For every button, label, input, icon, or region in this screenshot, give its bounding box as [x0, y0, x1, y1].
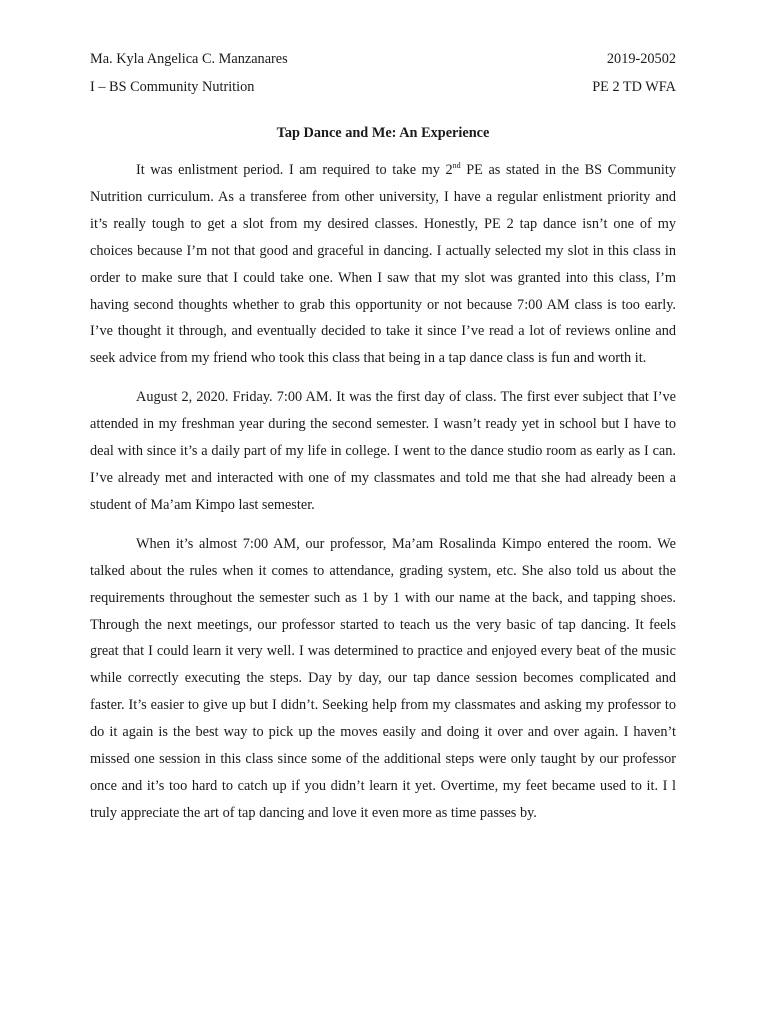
paragraph-2: August 2, 2020. Friday. 7:00 AM. It was the first day of class. The first ever subject that I’ve attended in my freshman year during the second semester. I wasn’t ready yet in school but I have to deal with since it’s a daily part of my life in college. I went to the dance studio room as early as I can. I’ve already met and interacted with one of my classmates and told me that she had already been a student of Ma’am Kimpo last semester.: [90, 389, 676, 513]
course-code: PE 2 TD WFA: [592, 79, 676, 95]
student-name: Ma. Kyla Angelica C. Manzanares: [90, 51, 288, 67]
paragraph-1: [90, 157, 676, 372]
header-row-1: [90, 45, 676, 73]
paragraph-1-rest: PE as stated in the BS Community Nutrition curriculum. As a transferee from other university, I have a regular enlistment priority and it’s really tough to get a slot from my desired classes. Honestly, PE 2 tap dance isn’t one of my choices because I’m not that good and graceful in dancing. I actually selected my slot in this class in order to make sure that I could take one. When I saw that my slot was granted into this class, I’m having second thoughts whether to grab this opportunity or not because 7:00 AM class is too early. I’ve thought it through, and eventually decided to take it since I’ve read a lot of reviews online and seek advice from my friend who took this class that being in a tap dance class is fun and worth it.: [90, 162, 677, 367]
document-body: [90, 157, 676, 827]
header-row-2: [90, 73, 676, 101]
document-title: Tap Dance and Me: An Experience: [276, 125, 490, 141]
program-name: I – BS Community Nutrition: [90, 79, 255, 95]
paragraph-1-start: It was enlistment period. I am required to take my 2: [136, 162, 453, 178]
student-number: 2019-20502: [606, 51, 676, 67]
ordinal-suffix: nd: [452, 161, 461, 170]
paragraph-3: When it’s almost 7:00 AM, our professor, Ma’am Rosalinda Kimpo entered the room. We talked about the rules when it comes to attendance, grading system, etc. She also told us about the requirements throughout the semester such as 1 by 1 with our name at the back, and tapping shoes. Through the next meetings, our professor started to teach us the very basic of tap dancing. It feels great that I could learn it very well. I was determined to practice and enjoyed every beat of the music while correctly executing the steps. Day by day, our tap dance session becomes complicated and faster. It’s easier to give up but I didn’t. Seeking help from my classmates and asking my professor to do it again is the best way to pick up the moves easily and doing it over and over again. I haven’t missed one session in this class since some of the additional steps were only taught by our professor once and it’s too hard to catch up if you didn’t learn it yet. Overtime, my feet became used to it. I l truly appreciate the art of tap dancing and love it even more as time passes by.: [90, 535, 676, 821]
